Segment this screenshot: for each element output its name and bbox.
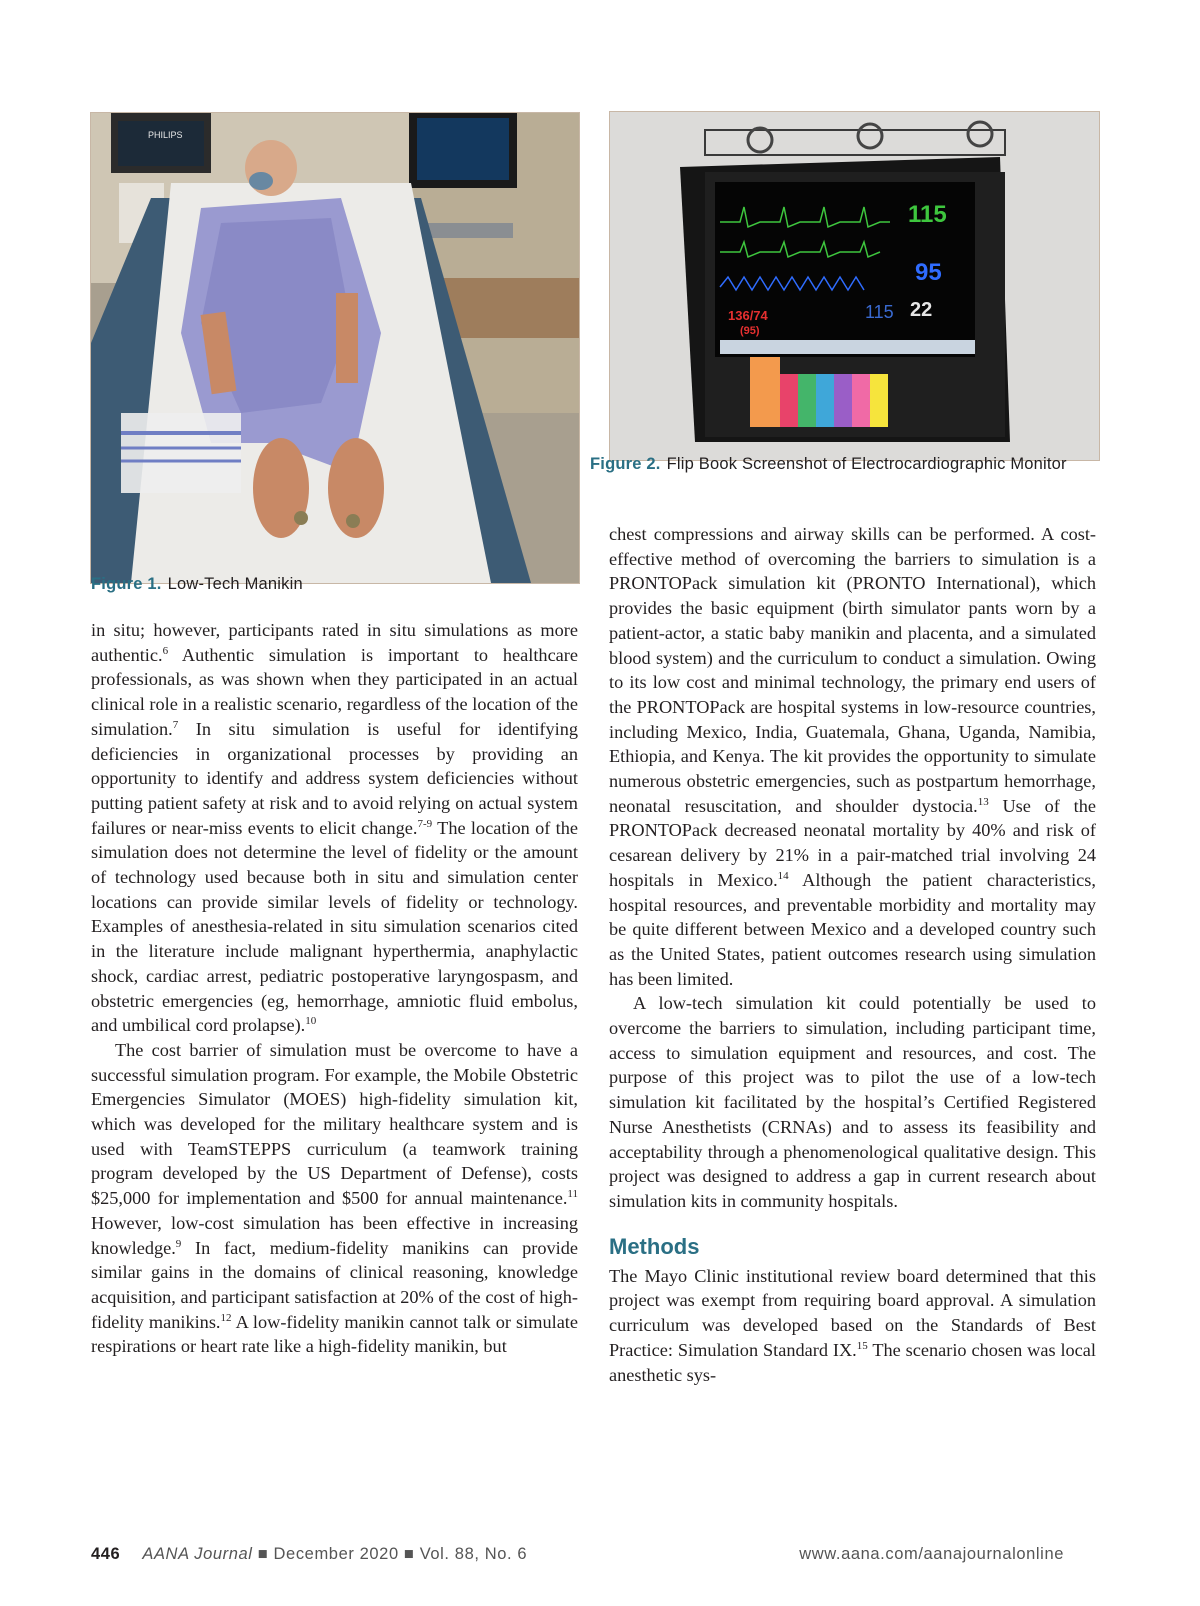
citation-ref: 12: [220, 1311, 232, 1324]
page-number: 446: [91, 1545, 121, 1563]
figure-2-label: Figure 2.: [590, 455, 661, 473]
hr-readout: 115: [908, 201, 947, 228]
citation-ref: 14: [777, 869, 789, 882]
citation-ref: 7: [172, 718, 179, 731]
text-run: The scenario chosen was local anesthetic sys-: [609, 1339, 1096, 1385]
citation-ref: 6: [162, 644, 169, 657]
citation-ref: 13: [977, 795, 989, 808]
footer-url[interactable]: www.aana.com/aanajournalonline: [799, 1545, 1064, 1563]
text-run: In fact, medium-fidelity manikins can provide similar gains in the domains of clinical reasoning, knowledge acquisition, and participant satisfaction at 20% of the cost of high-fidelity manikins.: [91, 1237, 578, 1332]
nbp-readout: 136/74: [728, 308, 768, 323]
nbp-mean-readout: (95): [740, 325, 760, 337]
text-run: In situ simulation is useful for identifying deficiencies in organizational processes by providing an opportunity to identify and address system deficiencies without putting patient safety at risk and to avoid relying on actual system failures or near-miss events to elicit change.: [91, 718, 578, 838]
left-paragraph-2: [91, 1038, 578, 1359]
text-run: Although the patient characteristics, hospital resources, and preventable morbidity and mortality may be quite different between Mexico and a developed country such as the United States, patient outcomes research using simulation has been limited.: [609, 869, 1096, 989]
figure-2-caption: [590, 452, 1090, 477]
small-readout-b: 22: [910, 299, 933, 321]
figure-2-caption-text: Flip Book Screenshot of Electrocardiographic Monitor: [666, 455, 1067, 473]
text-run: The location of the simulation does not determine the level of fidelity or the amount of technology used because both in situ and simulation center locations can provide similar levels of fidelity or technology. Examples of anesthesia-related in situ simulation scenarios cited in the literature include malignant hyperthermia, anaphylactic shock, cardiac arrest, pediatric postoperative laryngospasm, and obstetric emergencies (eg, hemorrhage, amniotic fluid embolus, and umbilical cord prolapse).: [91, 817, 578, 1036]
citation-ref: 9: [175, 1237, 182, 1250]
figure-2-image: [609, 111, 1100, 461]
footer-left: [91, 1545, 527, 1564]
text-run: Use of the PRONTOPack decreased neonatal mortality by 40% and risk of cesarean delivery by 21% in a pair-matched trial involving 24 hospitals in Mexico.: [609, 795, 1096, 890]
spo2-readout: 95: [915, 259, 942, 286]
flip-book-photo: [610, 112, 1099, 460]
citation-ref: 11: [567, 1188, 578, 1201]
figure-1-image: [90, 112, 580, 584]
methods-heading: Methods: [609, 1233, 700, 1259]
right-paragraph-1: [609, 522, 1096, 991]
citation-ref: 10: [305, 1015, 317, 1028]
philips-logo: PHILIPS: [148, 130, 183, 140]
figure-1-label: Figure 1.: [91, 575, 162, 593]
journal-name: AANA Journal: [142, 1545, 253, 1563]
citation-ref: 7-9: [417, 817, 433, 830]
issue-date: December 2020: [273, 1545, 399, 1563]
separator-icon: ■: [403, 1545, 415, 1563]
separator-icon: ■: [257, 1545, 269, 1563]
right-paragraph-2: A low-tech simulation kit could potentially be used to overcome the barriers to simulation, including participant time, access to simulation equipment and resources, and cost. The purpose of this project was to pilot the use of a low-tech simulation kit facilitated by the hospital’s Certified Registered Nurse Anesthetists (CRNAs) and to assess its feasibility and acceptability through a phenomenological qualitative design. This project was designed to address a gap in current research about simulation kits in community hospitals.: [609, 993, 1096, 1211]
text-run: Authentic simulation is important to healthcare professionals, as was shown when they participated in an actual clinical role in a realistic scenario, regardless of the location of the simulation.: [91, 644, 578, 739]
text-run: chest compressions and airway skills can be performed. A cost-effective method of overcoming the barriers to simulation is a PRONTOPack simulation kit (PRONTO International), which provides the basic equipment (birth simulator pants worn by a patient-actor, a static baby manikin and placenta, and a simulated blood system) and the curriculum to conduct a simulation. Owing to its low cost and minimal technology, the primary end users of the PRONTOPack are hospital systems in low-resource countries, including Mexico, India, Guatemala, Ghana, Uganda, Namibia, Ethiopia, and Kenya. The kit provides the opportunity to simulate numerous obstetric emergencies, such as postpartum hemorrhage, neonatal resuscitation, and shoulder dystocia.: [609, 524, 1096, 816]
text-run: The cost barrier of simulation must be overcome to have a successful simulation program. For example, the Mobile Obstetric Emergencies Simulator (MOES) high-fidelity simulation kit, which was developed for the military healthcare system and is used with TeamSTEPPS curriculum (a teamwork training program developed by the US Department of Defense), costs $25,000 for implementation and $500 for annual maintenance.: [91, 1039, 578, 1209]
manikin-photo: [91, 113, 579, 583]
right-column: [609, 522, 1096, 1387]
volume-number: Vol. 88, No. 6: [419, 1545, 528, 1563]
text-run: However, low-cost simulation has been effective in increasing knowledge.: [91, 1212, 578, 1258]
figure-1-caption: [91, 572, 303, 597]
text-run: in situ; however, participants rated in situ simulations as more authentic.: [91, 620, 578, 665]
citation-ref: 15: [856, 1339, 868, 1352]
figure-1-caption-text: Low-Tech Manikin: [167, 575, 303, 593]
small-readout-a: 115: [865, 302, 894, 322]
left-column: [91, 618, 578, 1359]
text-run: The Mayo Clinic institutional review board determined that this project was exempt from requiring board approval. A simulation curriculum was developed based on the Standards of Best Practice: Simulation Standard IX.: [609, 1265, 1096, 1360]
left-paragraph-1: [91, 618, 578, 1038]
right-paragraph-3: [609, 1264, 1096, 1388]
text-run: A low-fidelity manikin cannot talk or simulate respirations or heart rate like a high-fidelity manikin, but: [91, 1311, 578, 1357]
